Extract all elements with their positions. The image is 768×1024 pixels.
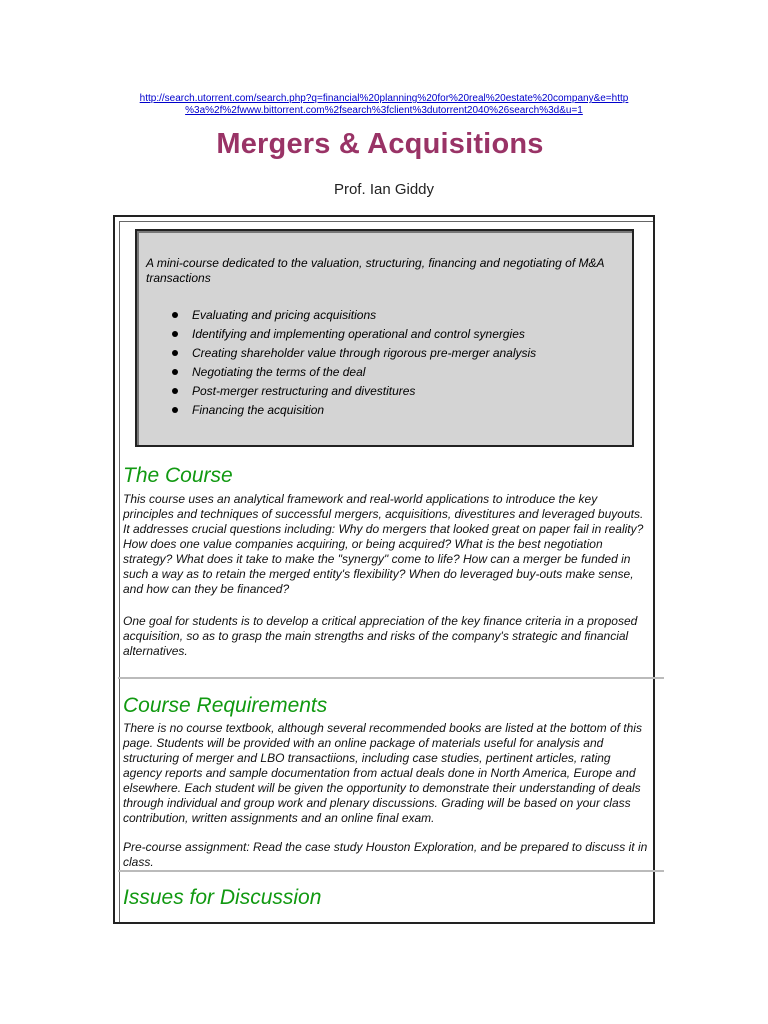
course-summary-box [135,229,634,447]
requirements-paragraph-2: Pre-course assignment: Read the case study Houston Exploration, and be prepared to discuss it in class. [123,840,648,869]
course-heading: The Course [123,464,233,487]
course-paragraph-2: One goal for students is to develop a critical appreciation of the key finance criteria in a proposed acquisition, so as to grasp the main strengths and risks of the company's strategic and financial alternatives. [123,614,638,658]
issues-heading: Issues for Discussion [123,886,322,909]
list-item: Post-merger restructuring and divestitures [170,382,536,401]
page-title: Mergers & Acquisitions [216,128,544,160]
course-summary-text: A mini-course dedicated to the valuation, structuring, financing and negotiating of M&A transactions [146,256,605,285]
list-item: Evaluating and pricing acquisitions [170,306,536,325]
source-url-line-1[interactable]: http://search.utorrent.com/search.php?q=financial%20planning%20for%20real%20estate%20company&e=http [139,93,629,104]
list-item: Financing the acquisition [170,401,536,420]
author-name: Prof. Ian Giddy [333,181,435,198]
source-url[interactable] [100,93,668,117]
list-item: Negotiating the terms of the deal [170,363,536,382]
source-url-line-2[interactable]: %3a%2f%2fwww.bittorrent.com%2fsearch%3fclient%3dutorrent2040%26search%3d&u=1 [185,105,583,116]
section-divider [118,677,664,679]
requirements-paragraph-1: There is no course textbook, although several recommended books are listed at the bottom of this page. Students will be provided with an online package of materials useful for analysis and structuring of merger and LBO transactiions, including case studies, pertinent articles, rating agency reports and sample documentation from actual deals done in North America, Europe and elsewhere. Each student will be given the opportunity to demonstrate their understanding of deals through individual and group work and plenary discussions. Grading will be based on your class contribution, written assignments and an online final exam. [123,721,642,825]
course-topics-list [170,306,536,420]
course-paragraph-1: This course uses an analytical framework and real-world applications to introduce the key principles and techniques of successful mergers, acquisitions, divestitures and leveraged buyouts. It addresses crucial questions including: Why do mergers that looked great on paper fail in reality? How does one value companies acquiring, or being acquired? What is the best negotiation strategy? What does it take to make the "synergy" come to life? How can a merger be funded in such a way as to retain the merged entity's flexibility? When do leveraged buy-outs make sense, and how can they be financed? [123,492,644,596]
list-item: Identifying and implementing operational and control synergies [170,325,536,344]
list-item: Creating shareholder value through rigorous pre-merger analysis [170,344,536,363]
section-divider [118,870,664,872]
requirements-heading: Course Requirements [123,694,328,717]
